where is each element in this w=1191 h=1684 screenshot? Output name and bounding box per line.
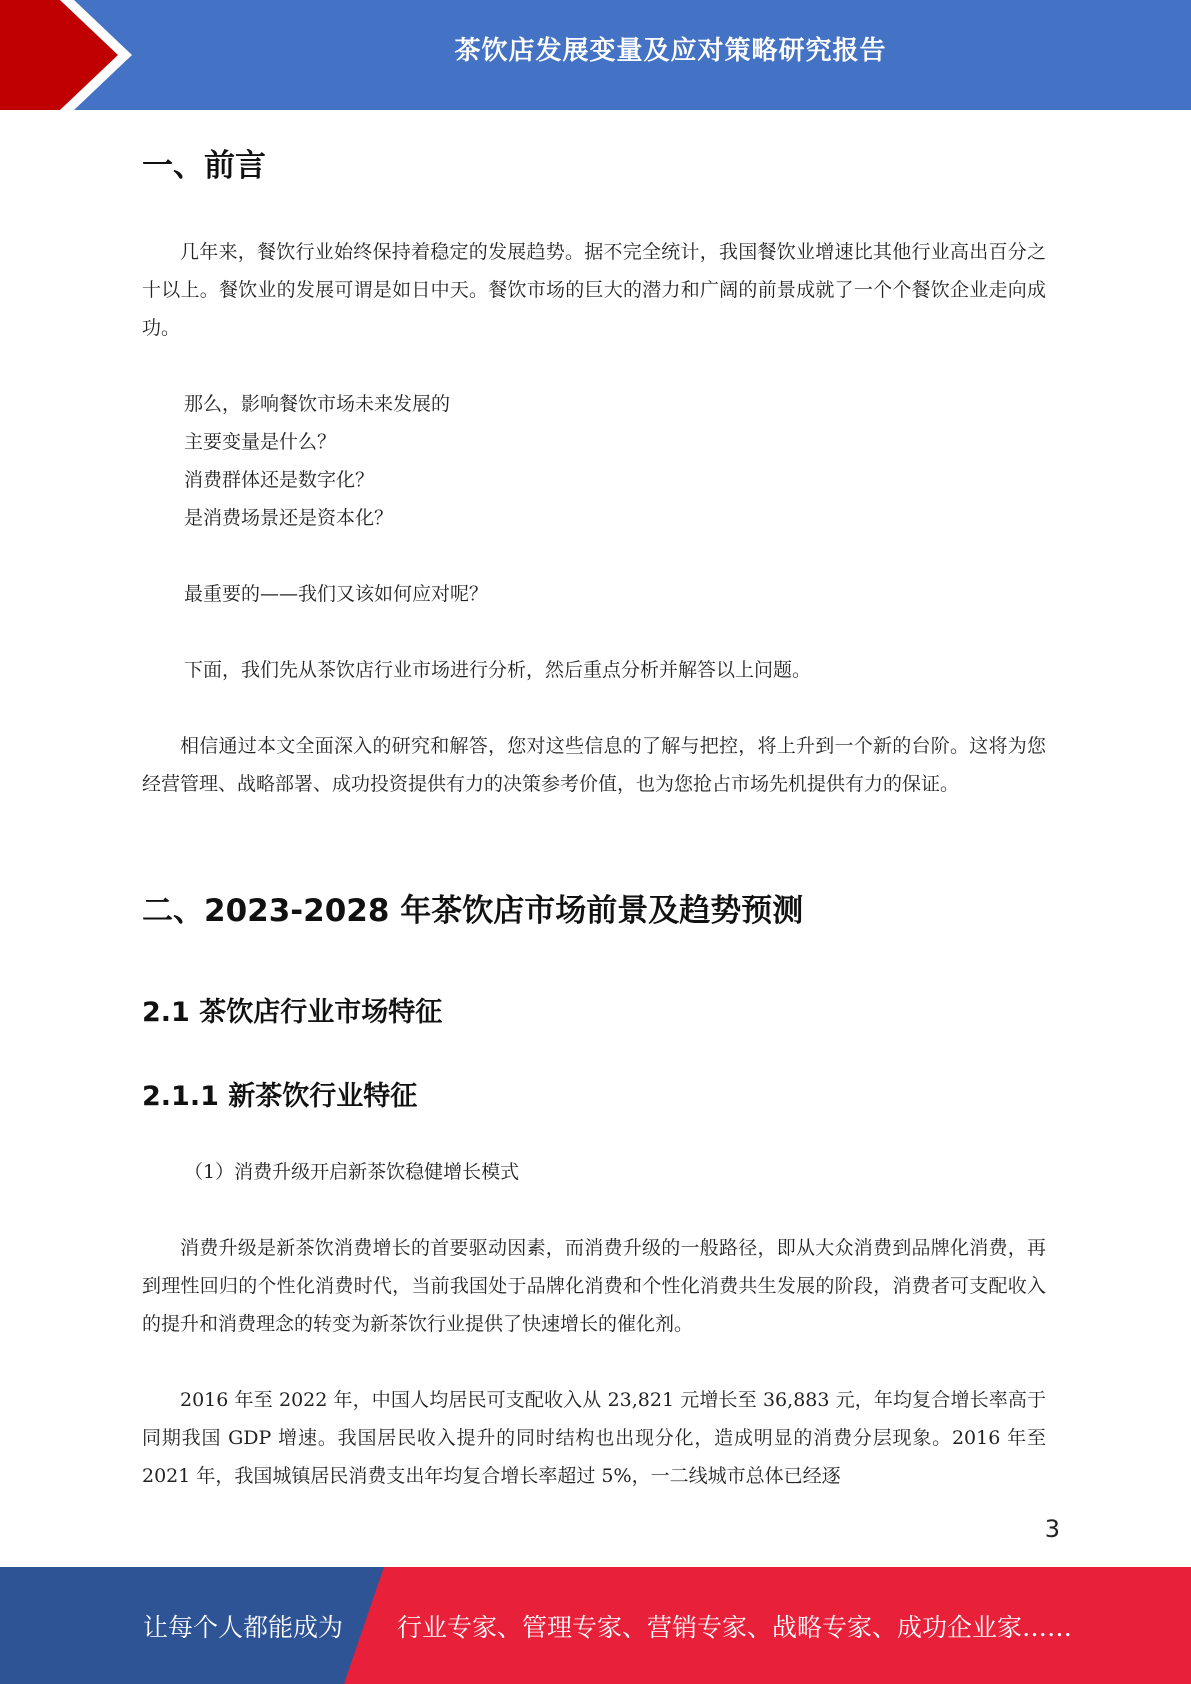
question-line: 主要变量是什么？ <box>184 431 337 453</box>
chevron-arrow-icon <box>0 0 150 110</box>
paragraph: 消费升级是新茶饮消费增长的首要驱动因素，而消费升级的一般路径，即从大众消费到品牌化消费，再到理性回归的个性化消费时代，当前我国处于品牌化消费和个性化消费共生发展的阶段，消费者可支配收入的提升和消费理念的转变为新茶饮行业提供了快速增长的催化剂。 <box>142 1237 1046 1335</box>
list-item: （1）消费升级开启新茶饮稳健增长模式 <box>184 1161 520 1183</box>
subsection-heading: 2.1 茶饮店行业市场特征 <box>142 997 443 1028</box>
page-footer <box>0 1567 1191 1684</box>
page-number: 3 <box>1044 1515 1060 1543</box>
paragraph: 最重要的——我们又该如何应对呢？ <box>184 583 489 605</box>
paragraph: 几年来，餐饮行业始终保持着稳定的发展趋势。据不完全统计，我国餐饮业增速比其他行业高出百分之十以上。餐饮业的发展可谓是如日中天。餐饮市场的巨大的潜力和广阔的前景成就了一个个餐饮企业走向成功。 <box>142 241 1046 339</box>
section-heading-forecast: 二、2023-2028 年茶饮店市场前景及趋势预测 <box>142 893 804 929</box>
header-title: 茶饮店发展变量及应对策略研究报告 <box>454 35 887 66</box>
paragraph: 相信通过本文全面深入的研究和解答，您对这些信息的了解与把控，将上升到一个新的台阶。这将为您经营管理、战略部署、成功投资提供有力的决策参考价值，也为您抢占市场先机提供有力的保证。 <box>142 735 1046 795</box>
paragraph: 2016 年至 2022 年，中国人均居民可支配收入从 23,821 元增长至 36,883 元，年均复合增长率高于同期我国 GDP 增速。我国居民收入提升的同时结构也出现分化，造成明显的消费分层现象。2016 年至 2021 年，我国城镇居民消费支出年均复合增长率超过 5%，一二线城市总体已经逐 <box>142 1389 1046 1487</box>
page-header <box>0 0 1191 110</box>
footer-slogan-right: 行业专家、管理专家、营销专家、战略专家、成功企业家…… <box>397 1612 1073 1642</box>
paragraph: 下面，我们先从茶饮店行业市场进行分析，然后重点分析并解答以上问题。 <box>184 659 812 681</box>
question-line: 是消费场景还是资本化？ <box>184 507 394 529</box>
section-heading-preface: 一、前言 <box>142 148 266 184</box>
question-line: 那么，影响餐饮市场未来发展的 <box>184 393 451 415</box>
footer-slogan-left: 让每个人都能成为 <box>143 1612 344 1642</box>
question-line: 消费群体还是数字化？ <box>184 469 375 491</box>
subsection-heading: 2.1.1 新茶饮行业特征 <box>142 1081 418 1112</box>
